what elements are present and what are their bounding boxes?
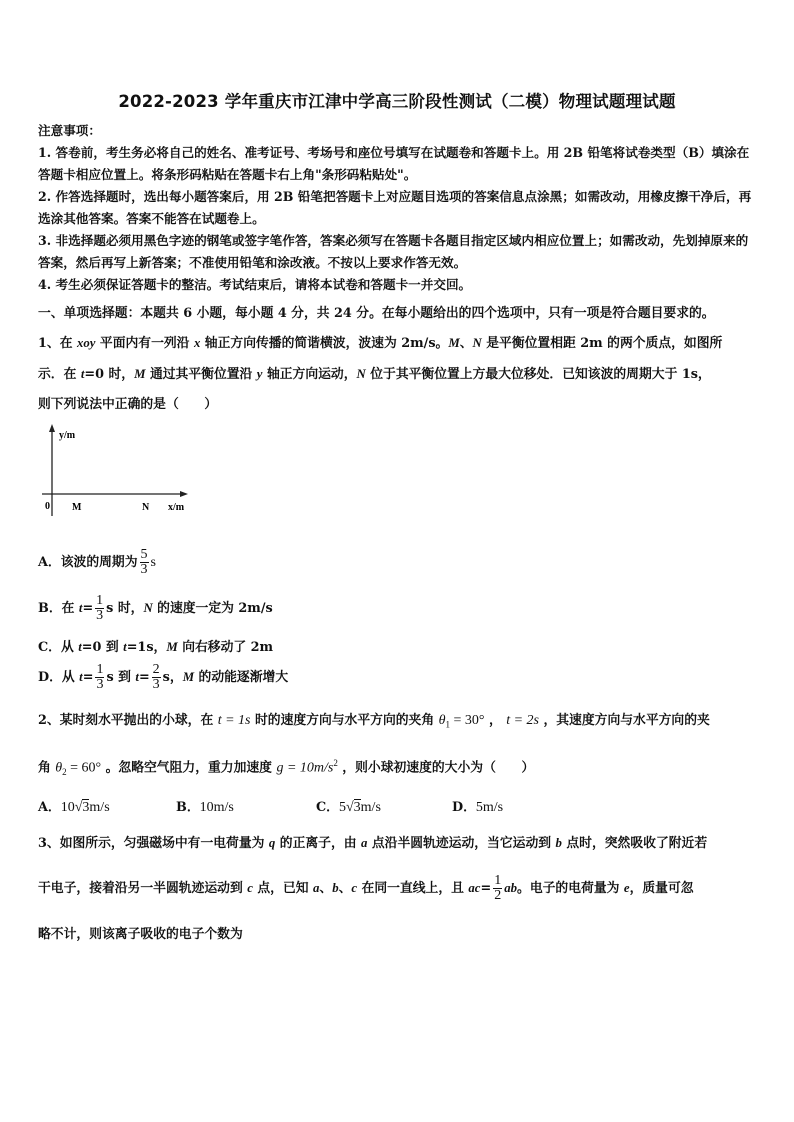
- wave-axes-figure: [36, 420, 196, 520]
- question-3-line-1: 3、如图所示，匀强磁场中有一电荷量为 q 的正离子，由 a 点沿半圆轨迹运动，当它运动到 b 点时，突然吸收了附近若: [38, 836, 708, 851]
- q1-option-d: D．从 t= $\frac{1}{3}$ s 到 t= $\frac{2}{3}$ s，M 的动能逐渐增大: [38, 662, 289, 692]
- q2-line-1: 2、某时刻水平抛出的小球，在 t = 1s 时的速度方向与水平方向的夹角 $\theta_1 = 30^\circ$ ， t = 2s ，其速度方向与水平方向的夹: [38, 713, 710, 730]
- q2-option-c: C．5√3m/s: [316, 800, 381, 815]
- notice-item: 2. 作答选择题时，选出每小题答案后，用 2B 铅笔把答题卡上对应题目选项的答案信息点涂黑；如需改动，用橡皮擦干净后，再选涂其他答案。答案不能答在试题卷上。: [38, 189, 752, 226]
- notice-item: 3. 非选择题必须用黑色字迹的钢笔或签字笔作答，答案必须写在答题卡各题目指定区域内相应位置上；如需改动，先划掉原来的答案，然后再写上新答案；不准使用铅笔和涂改液。不按以上要求作答无效。: [38, 233, 749, 270]
- q1-line-1: 1、在 xoy 平面内有一列沿 x 轴正方向传播的简谐横波，波速为 2m/s。M、N 是平衡位置相距 2m 的两个质点，如图所: [38, 336, 723, 351]
- question-3-line-3: 略不计，则该离子吸收的电子个数为: [38, 927, 243, 942]
- q1-option-c: C．从 t=0 到 t=1s，M 向右移动了 2m: [38, 640, 274, 655]
- point-m-label: M: [72, 502, 82, 513]
- notice-block: [38, 120, 760, 296]
- question-2-stem: [38, 710, 760, 736]
- q1-line-3: 则下列说法中正确的是（ ）: [38, 397, 218, 412]
- page-title: 2022-2023 学年重庆市江津中学高三阶段性测试（二模）物理试题理试题: [118, 92, 676, 111]
- question-2-stem-cont: [38, 752, 760, 783]
- q2-line-2: 角 $\theta_2 = 60^\circ$ 。忽略空气阻力，重力加速度 $g = 10m/s^2$ ，则小球初速度的大小为（ ）: [38, 758, 535, 777]
- question-1-stem: [38, 328, 760, 420]
- section-heading: 一、单项选择题：本题共 6 小题，每小题 4 分，共 24 分。在每小题给出的四个选项中，只有一项是符合题目要求的。: [38, 306, 715, 321]
- q2-option-d: D．5m/s: [452, 800, 504, 815]
- q1-line-2: 示．在 t=0 时，M 通过其平衡位置沿 y 轴正方向运动，N 位于其平衡位置上方最大位移处．已知该波的周期大于 1s，: [38, 367, 711, 382]
- point-n-label: N: [142, 502, 150, 513]
- origin-label: 0: [45, 501, 50, 512]
- q2-option-b: B．10m/s: [176, 800, 234, 815]
- notice-item: 4. 考生必须保证答题卡的整洁。考试结束后，请将本试卷和答题卡一并交回。: [38, 277, 472, 292]
- q1-option-b: B．在 t= $\frac{1}{3}$ s 时，N 的速度一定为 2m/s: [38, 593, 273, 623]
- y-axis-label: y/m: [59, 430, 76, 441]
- q2-option-a: A．10√3m/s: [38, 800, 110, 815]
- question-3-line-2: 干电子，接着沿另一半圆轨迹运动到 c 点，已知 a、b、c 在同一直线上，且 ac= $\frac{1}{2}$ ab。电子的电荷量为 e，质量可忽: [38, 873, 694, 903]
- notice-heading: 注意事项：: [38, 123, 101, 138]
- q1-option-a: A．该波的周期为 $\frac{5}{3}$ s: [38, 547, 156, 577]
- x-axis-label: x/m: [168, 502, 185, 513]
- notice-item: 1. 答卷前，考生务必将自己的姓名、准考证号、考场号和座位号填写在试题卷和答题卡上。用 2B 铅笔将试卷类型（B）填涂在答题卡相应位置上。将条形码粘贴在答题卡右上角"条形码粘贴处"。: [38, 145, 750, 182]
